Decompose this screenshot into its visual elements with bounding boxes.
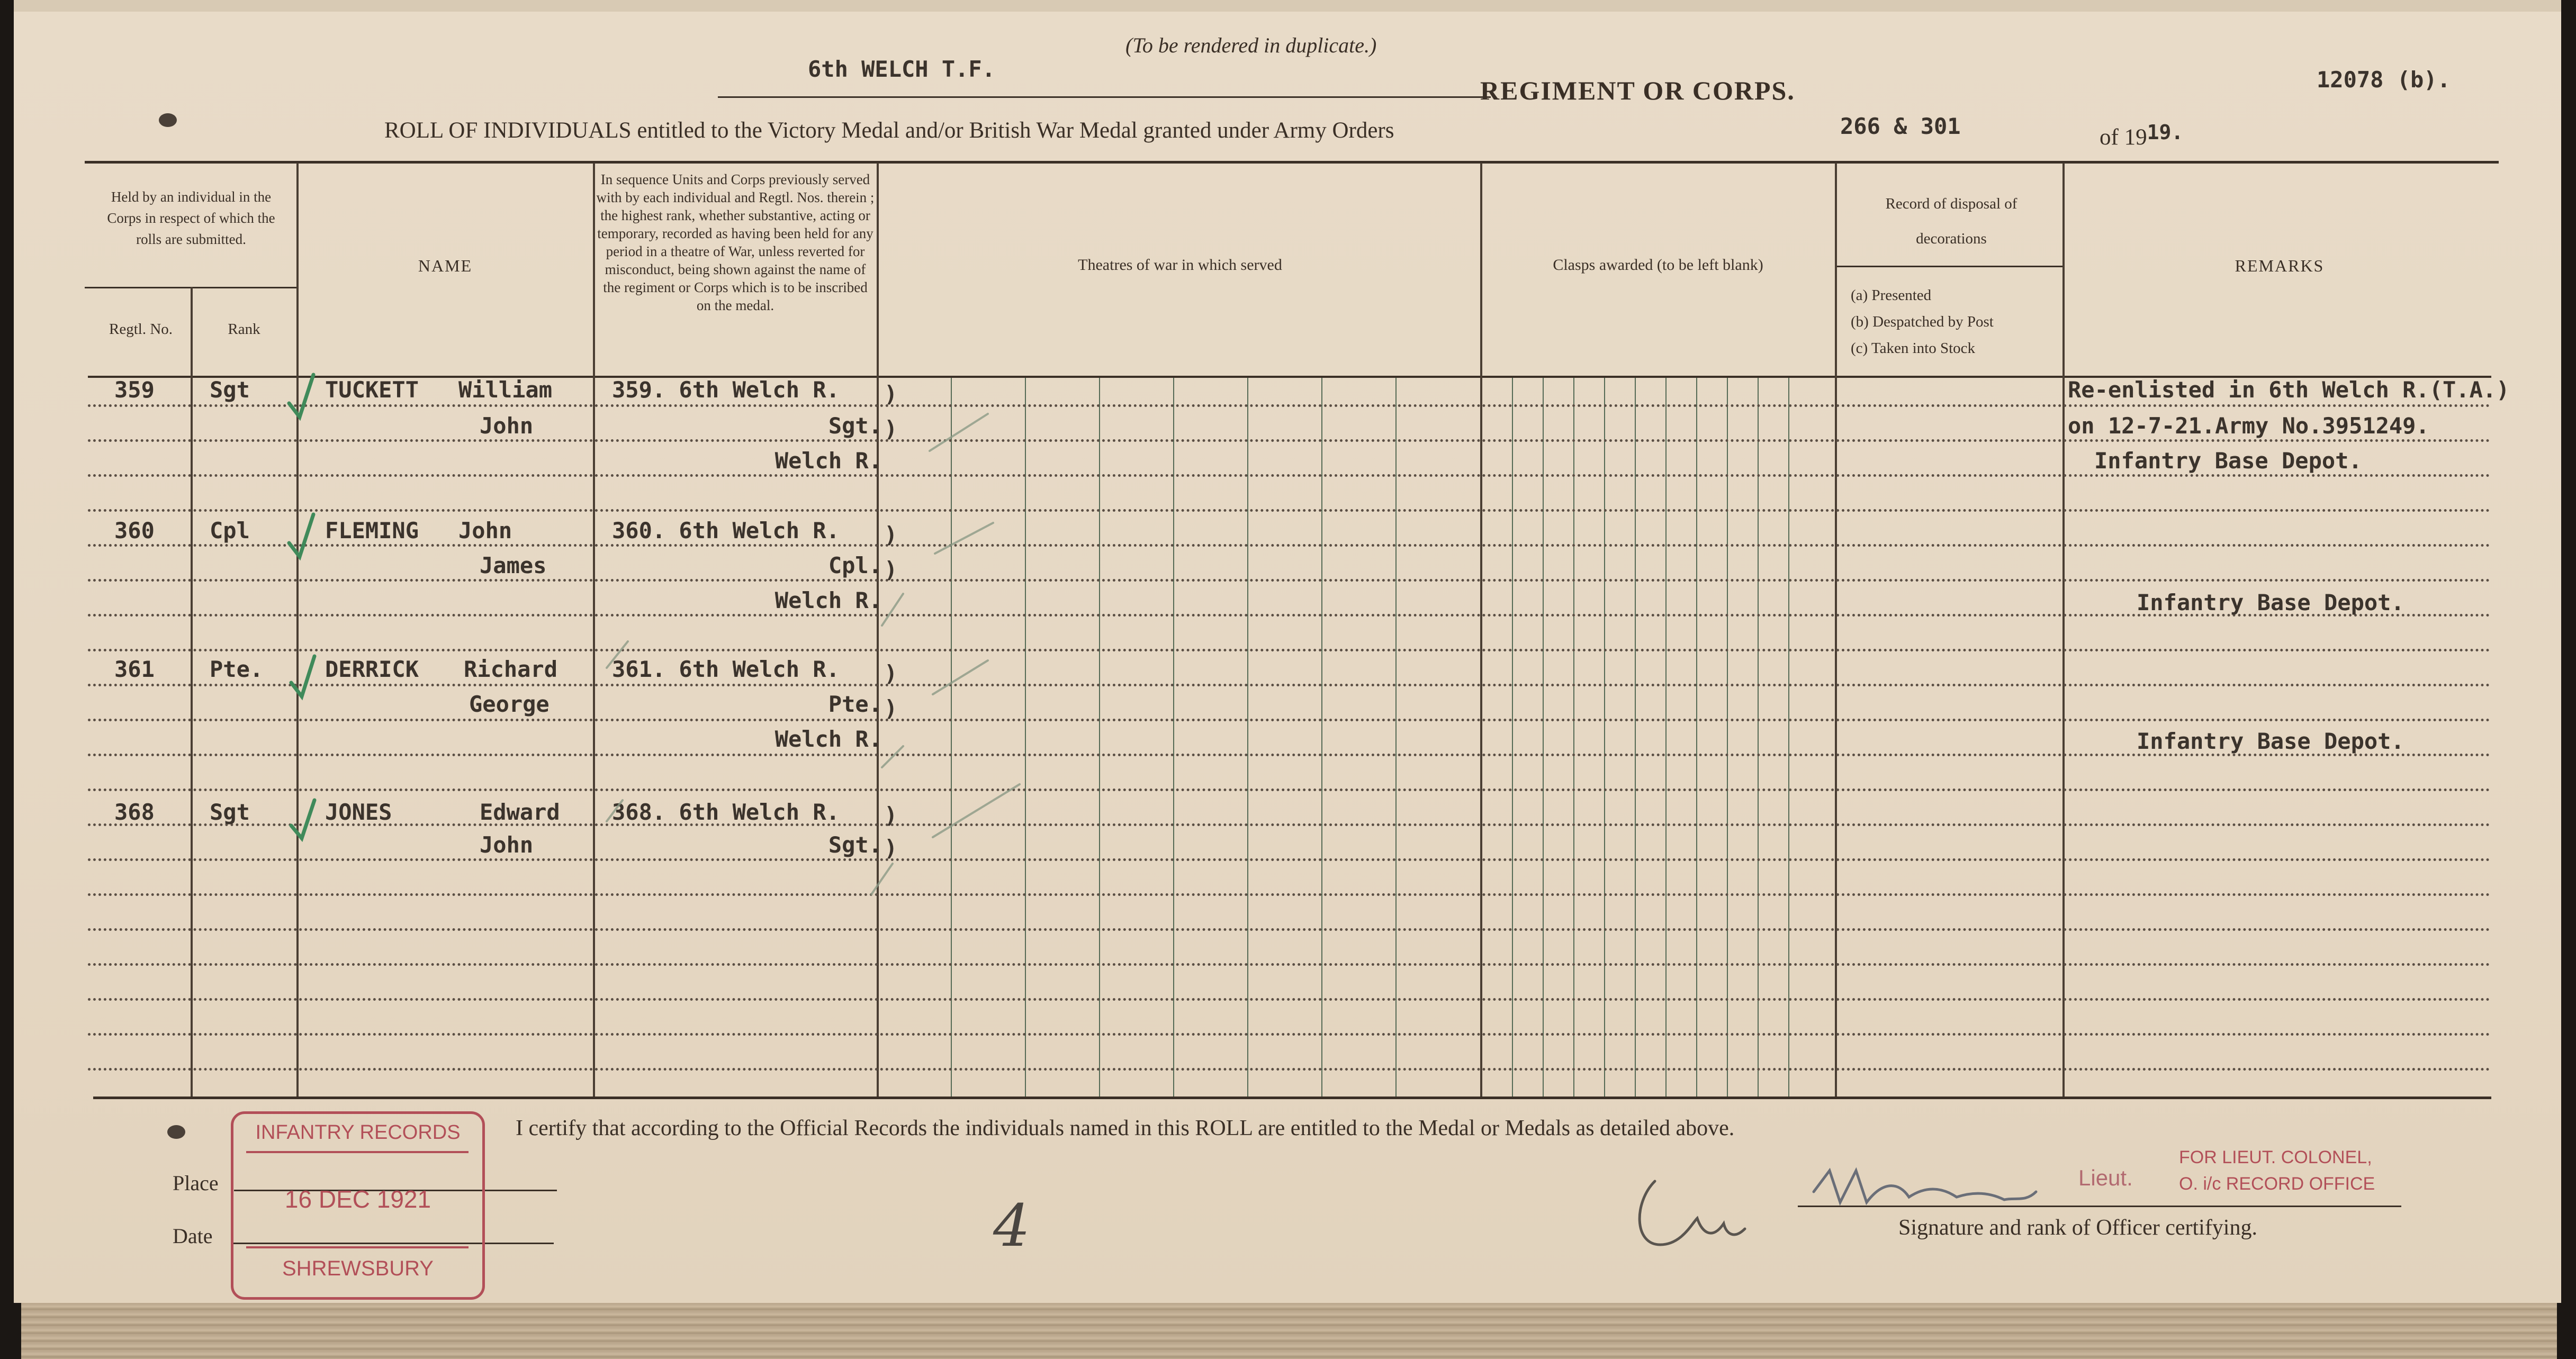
forename: John <box>480 832 534 858</box>
annotation-marks <box>14 12 2561 1303</box>
unit-line: Welch R. <box>774 726 882 752</box>
unit-line: Pte. <box>828 691 882 717</box>
rank: Sgt <box>210 799 250 825</box>
theatres-header: Theatres of war in which served <box>1078 256 1282 274</box>
disposal-presented: (a) Presented <box>1851 287 1932 304</box>
pencil-stroke <box>930 414 988 451</box>
disposal-header: Record of disposal of decorations <box>1885 195 2017 247</box>
stamp-office: INFANTRY RECORDS <box>255 1121 461 1144</box>
pencil-stroke <box>935 523 993 554</box>
forename: William <box>458 377 553 403</box>
surname: JONES <box>325 799 392 825</box>
unit-line: Sgt. <box>828 413 882 439</box>
unit-line: Cpl. <box>828 552 882 578</box>
regtl-no: 359 <box>114 377 155 403</box>
surname: FLEMING <box>325 518 419 543</box>
bracket-marks: ) ) <box>884 802 898 861</box>
stamp-rule <box>246 1246 469 1248</box>
remark-line: Infantry Base Depot. <box>2094 448 2362 474</box>
forename: John <box>458 518 512 543</box>
disposal-stock: (c) Taken into Stock <box>1851 340 1976 357</box>
unit-line: Welch R. <box>774 587 882 613</box>
rank: Pte. <box>210 656 264 682</box>
forename: John <box>480 413 534 439</box>
stamp-town: SHREWSBURY <box>282 1257 434 1280</box>
forename: Richard <box>464 656 558 682</box>
year-suffix: 19. <box>2147 121 2184 144</box>
pencil-stroke <box>933 660 988 694</box>
army-orders: 266 & 301 <box>1840 113 1961 139</box>
signature-line <box>1798 1206 2401 1207</box>
unit-line: Sgt. <box>828 832 882 858</box>
unit-line: Welch R. <box>774 448 882 474</box>
remark-line: Re-enlisted in 6th Welch R.(T.A.) <box>2068 377 2510 403</box>
regtl-no: 368 <box>114 799 155 825</box>
check-mark <box>289 375 313 417</box>
date-label: Date <box>173 1224 213 1248</box>
roll-reference: 12078 (b). <box>2317 67 2451 93</box>
bracket-marks: ) ) <box>884 522 898 583</box>
duplicate-note: (To be rendered in duplicate.) <box>1125 33 1377 57</box>
check-mark <box>291 656 314 696</box>
page-number: 4 <box>993 1192 1030 1260</box>
forename: Edward <box>480 799 560 825</box>
clasps-header: Clasps awarded (to be left blank) <box>1553 256 1763 274</box>
unit-name: 6th WELCH T.F. <box>808 56 996 82</box>
certification-text: I certify that according to the Official Records the individuals named in this ROLL are entitled to the Medal or Medals as detailed above. <box>516 1116 1735 1140</box>
forename: James <box>480 552 547 578</box>
regiment-label: REGIMENT OR CORPS. <box>1480 76 1795 105</box>
pencil-stroke <box>882 746 903 767</box>
officer-rank: Lieut. <box>2078 1165 2133 1190</box>
medal-roll-page <box>14 12 2561 1303</box>
bracket-marks: ) ) <box>884 381 898 442</box>
name-header: NAME <box>418 256 473 275</box>
remarks-header: REMARKS <box>2235 256 2325 275</box>
records-office-stamp <box>231 1111 485 1300</box>
check-mark <box>289 514 313 557</box>
rank: Cpl <box>210 518 250 543</box>
rank-header: Rank <box>228 321 260 338</box>
remark-line: Infantry Base Depot. <box>2137 728 2404 754</box>
units-served-header: In sequence Units and Corps previously served with by each individual and Regtl. Nos. therein ; the highest rank, whether substantive, acting or temporary, recorded as having been held for any period in a theatre of War, unless reverted for misconduct, being shown against the name of the regiment or Corps which is to be inscribed on the medal. <box>596 171 875 313</box>
remark-line: Infantry Base Depot. <box>2137 590 2404 615</box>
stamp-date: 16 DEC 1921 <box>284 1185 431 1213</box>
stamp-rule <box>246 1151 469 1153</box>
signature-label: Signature and rank of Officer certifying. <box>1898 1216 2257 1240</box>
regtl-no: 360 <box>114 518 155 543</box>
bracket-marks: ) ) <box>884 660 898 721</box>
pencil-stroke <box>882 594 903 626</box>
pencil-stroke <box>607 800 623 821</box>
surname: DERRICK <box>325 656 419 682</box>
surname: TUCKETT <box>325 377 419 403</box>
unit-line: 359. 6th Welch R. <box>612 377 840 403</box>
forename: George <box>469 691 550 717</box>
roll-title: ROLL OF INDIVIDUALS entitled to the Victory Medal and/or British War Medal granted under Army Orders <box>384 118 1394 143</box>
for-officer-stamp-line2: O. i/c RECORD OFFICE <box>2179 1174 2375 1194</box>
disposal-despatched: (b) Despatched by Post <box>1851 313 1994 330</box>
initials-scrawl <box>1623 1171 1750 1261</box>
pencil-stroke <box>871 864 893 894</box>
rank: Sgt <box>210 377 250 403</box>
unit-line: 361. 6th Welch R. <box>612 656 840 682</box>
regtl-no-header: Regtl. No. <box>109 321 173 338</box>
for-officer-stamp-line1: FOR LIEUT. COLONEL, <box>2179 1147 2372 1167</box>
unit-line: 360. 6th Welch R. <box>612 518 840 543</box>
place-label: Place <box>173 1171 219 1195</box>
pencil-stroke <box>607 641 628 668</box>
book-page-edges <box>21 1295 2557 1359</box>
remark-line: on 12-7-21.Army No.3951249. <box>2068 413 2429 439</box>
unit-line: 368. 6th Welch R. <box>612 799 840 825</box>
pencil-stroke <box>933 784 1020 837</box>
held-by-header: Held by an individual in the Corps in respect of which the rolls are submitted. <box>107 189 275 247</box>
check-mark <box>291 800 314 838</box>
regtl-no: 361 <box>114 656 155 682</box>
of-year-label: of 19 <box>2100 125 2147 150</box>
